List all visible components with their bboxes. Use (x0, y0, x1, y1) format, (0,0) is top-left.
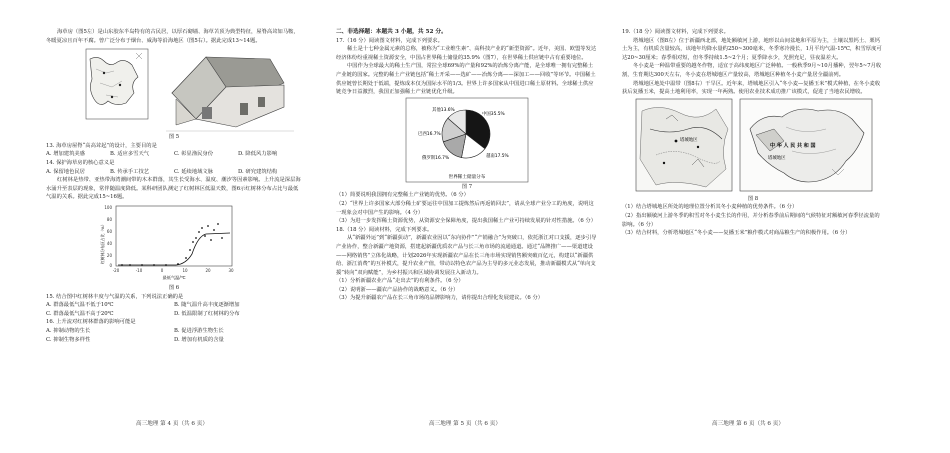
figure-7-caption: 图 7 (461, 183, 473, 190)
q18-part-2: （2）说明浙——疆农产品协作的战略意义。（6 分） (336, 286, 459, 293)
q15-option-d: D. 低温限制了红树林的分布 (174, 310, 240, 317)
chart-frame (116, 206, 232, 266)
figure-5-drawings (46, 45, 302, 133)
q17-part-1: （1）简要说明我国拥有完整稀土产业链的优势。（6 分） (336, 192, 469, 199)
y-axis-ticks (104, 205, 112, 268)
question-14-options (46, 168, 302, 177)
question-15: 15. 结合图中红树林丰度与气温的关系，下列说法正确的是 (46, 293, 184, 300)
pie-label-vietnam: 越南17.5% (486, 153, 509, 159)
figure-7-pie-chart (336, 97, 598, 183)
y-axis-label: 红树林分布区占比（%） (100, 222, 105, 264)
pie-title: 世界稀土储量分布 (448, 174, 486, 180)
figure-6-chart (46, 202, 302, 284)
q18-part-3: （3）为提升新疆农产品在长三角市场的品牌影响力，请你提出合理化发展建议。（6 分） (336, 295, 544, 302)
svg-text:0: 0 (109, 262, 112, 268)
svg-text:40: 40 (106, 240, 112, 246)
q17-paragraph-1: 稀土是十七种金属元素的总称，被称为“工业维生素”、高科技产业的“新型资源”。近年，美国、欧盟等发达经济体纷纷重视稀土资源安全，中国占世界稀土储量的35.9%（图7），在世界稀土供应链中占有重要地位。 (336, 46, 597, 61)
q18-paragraph: 从“新疆外运”到“新疆获动”，新疆农业因以“东向协作”“产销融合”为突破口，依托浙江对口支援，逐步引导产业协作，整合新疆产地资源，搭建起新疆优质农产品与长三角市场的流通通道。通过“品牌推广——渠道建设——网络销售”立体化战略，计划2026年实现新疆农产品在长三角市场实现销售额突破百亿元，构建以“新疆供给、浙江消费”的互补模式，提升农业产值，带动以特色农产品为主导的多元业态发展，推动新疆模式从“单向支援”转向“双向赋能”，为乡村振兴和区域协调发展注入新动力。 (336, 235, 597, 276)
svg-text:10: 10 (182, 267, 188, 273)
q15-option-b: B. 随气温升高丰度逐渐增加 (174, 302, 240, 309)
question-16: 16. 上升流对红树林群落的影响可能是 (46, 319, 136, 326)
figure-6 (46, 202, 302, 284)
q17-part-3: （3）为进一步发挥稀土资源优势，从资源安全保障角度，提出我国稀土产业可持续发展的针对性措施。（6 分） (336, 218, 597, 225)
q13-option-a: A. 增加建筑美感 (46, 151, 85, 158)
svg-text:60: 60 (106, 228, 112, 234)
q16-option-d: D. 增加有机质的含量 (174, 336, 224, 343)
q19-part-1: （1）结合塔城地区所处的地理位置分析其冬小麦种植的优势条件。（6 分） (622, 204, 798, 211)
page-6-column (622, 28, 884, 238)
q17-paragraph-2: 中国作为全球最大的稀土生产国，常拉全球69%的产量和92%的冶炼分离产能，是全球唯一拥有完整稀土产业链的国家。完整的稀土产业链包括“稀土开采——选矿——冶炼分离——深加工——回收”等环节。中国稀土供应链曾长期处于低端，提炼成本仅为国际水平的1/3。世界上许多国家从中国进口稀土原材料。全球稀土供应链竞争日益激烈，我国正加强稀土产业链优化升级。 (336, 63, 596, 96)
q14-option-b: B. 传承手工技艺 (110, 168, 150, 175)
intro-15-16: 红树林是热带、亚热带海湾潮间带的木本群落，其生长受海水、温度、潮汐等因素影响。上升流是深层海水涌升至表层的现象，常伴随温度降低。某科研团队测定了红树林区低温天数，图6示红树林分布占比与最低气温的关系。据此完成15~16题。 (46, 177, 301, 201)
tacheng-regional-map (636, 99, 732, 191)
figure-8 (622, 97, 884, 195)
question-16-options-row2 (46, 336, 302, 345)
svg-text:30: 30 (228, 267, 234, 273)
q19-paragraph-2: 冬小麦是一种温带重要的越冬作物，适宜于高纬度地区广泛种植。一般秋季9月~10月播种，翌年5~7月收割，生育期达300天左右，冬小麦在塔城地区产量较高，塔城地区种植冬小麦产量居全疆前列。 (622, 63, 882, 78)
q19-part-3: （3）结合材料，分析塔城地区“冬小麦——复播玉米”粮作模式对商品粮生产的积极作用。（6 分） (622, 230, 851, 237)
q15-option-a: A. 群落最低气温不低于10℃ (46, 302, 114, 309)
q16-option-a: A. 抑制动物的生长 (46, 327, 91, 334)
question-14: 14. 保护海草房的核心意义是 (46, 159, 115, 166)
q14-option-c: C. 延续地域文脉 (174, 168, 214, 175)
svg-text:0: 0 (160, 267, 164, 273)
page-4-column (46, 28, 302, 344)
pie-label-russia: 俄罗斯16.7% (422, 155, 450, 161)
q19-paragraph-1: 塔城地区（图8左）位于新疆西北部，地处额敏河上游，地形以山间盆地和平原为主，土壤以黑钙土、栗钙土为主，有机质含量较高，该地年均降水量约250~300毫米，冬季寒冷漫长，1月平均气温-15℃，积雪厚度可达20~30厘米；春季相对短，但冬季持续1.5~2个月；夏季降水少，光照充足，昼夜温差大。 (622, 37, 882, 61)
page-4-footer: 高三地理 第 4 页（共 6 页） (136, 421, 208, 427)
x-axis-label: 最低气温/℃ (162, 274, 186, 280)
q15-option-c: C. 群落最低气温不高于20℃ (46, 310, 114, 317)
svg-text:-20: -20 (112, 267, 120, 273)
svg-text:20: 20 (205, 267, 211, 273)
figure-5-caption: 图 5 (168, 134, 180, 141)
q14-option-a: A. 保留地色民居 (46, 168, 85, 175)
q18-part-1: （1）分析新疆农业产品“走出去”的有利条件。（6 分） (336, 278, 464, 285)
question-19: 19.（18 分）阅读图文材料，完成下列要求。 (622, 29, 729, 35)
page-5-footer: 高三地理 第 5 页（共 6 页） (429, 421, 501, 427)
pie-label-brazil: 巴西16.7% (418, 131, 441, 137)
question-15-options-row2 (46, 310, 302, 319)
right-map-country-label: 中 华 人 民 共 和 国 (770, 142, 816, 149)
intro-paragraph: 海草房（图5左）是山东胶东半岛特有的古民居，以厚石砌墙、海草苫顶为典型特征，屋脊高耸如马鞍，冬暖夏凉且百年不腐。曾广泛分布于烟台、威海等沿海地区（图5右）。据此完成13~14题。 (46, 29, 299, 44)
question-13-options (46, 150, 302, 159)
svg-text:20: 20 (106, 252, 112, 258)
china-map (740, 99, 872, 191)
right-map-region-label: 塔城地区 (768, 155, 786, 161)
question-18: 18.（18 分）阅读材料，完成下列要求。 (336, 226, 433, 233)
svg-text:100: 100 (104, 204, 112, 210)
question-15-options-row1 (46, 301, 302, 310)
q19-part-2: （2）指出额敏河上游冬季的积雪对冬小麦生长的作用，并分析春季前后期间的气候特征对额敏河春季径流量的影响。（6 分） (622, 212, 880, 228)
pie-label-china: 中国35.5% (482, 111, 505, 117)
q13-option-d: D. 降低风力影响 (238, 151, 278, 158)
q13-option-b: B. 适应多雪天气 (110, 151, 150, 158)
figure-7 (336, 97, 598, 183)
svg-text:80: 80 (106, 216, 112, 222)
q14-option-d: D. 研究建筑结构 (238, 168, 278, 175)
seaweed-house-illustration (166, 57, 294, 131)
q16-option-c: C. 抑制生物多样性 (46, 336, 91, 343)
x-axis-ticks (113, 268, 234, 273)
q13-option-c: C. 彰显渔民身份 (174, 151, 214, 158)
svg-text:-10: -10 (135, 267, 143, 273)
question-17: 17.（16 分）阅读图文材料，完成下列要求。 (336, 37, 443, 44)
pie-label-other: 其他13.6% (432, 107, 455, 113)
question-13: 13. 海草房屋脊“高高耸起”的设计，主要目的是 (46, 142, 157, 149)
question-16-options-row1 (46, 327, 302, 336)
q16-option-b: B. 促进浮游生物生长 (174, 327, 224, 334)
figure-8-maps (622, 97, 884, 195)
figure-8-caption: 图 8 (747, 195, 759, 202)
coastline-map (86, 49, 148, 119)
q19-paragraph-3: 塔城地区地处中温带（图8右）干旱区。近年来，塔城地区引入“冬小麦—复播玉米”模式种植，在冬小麦收获后复播玉米，提高土地利用率，实现一年两熟。使用农业技术成功推广该模式，促进了当地农民增收。 (622, 80, 881, 96)
figure-6-caption: 图 6 (168, 284, 180, 291)
figure-5 (46, 45, 302, 133)
section-heading: 二、非选择题：本题共 3 小题，共 52 分。 (336, 29, 447, 35)
pie-slices (442, 110, 490, 158)
left-map-label: 塔城地区 (680, 137, 698, 143)
q17-part-2: （2）“世界上许多国家大部分稀土矿要运往中国加工提炼然后再返销回去”，请从全球产业分工的角度，说明这一现象会对中国产生的影响。（4 分） (336, 200, 594, 216)
page-5-column (336, 28, 598, 303)
page-6-footer: 高三地理 第 6 页（共 6 页） (712, 421, 784, 427)
